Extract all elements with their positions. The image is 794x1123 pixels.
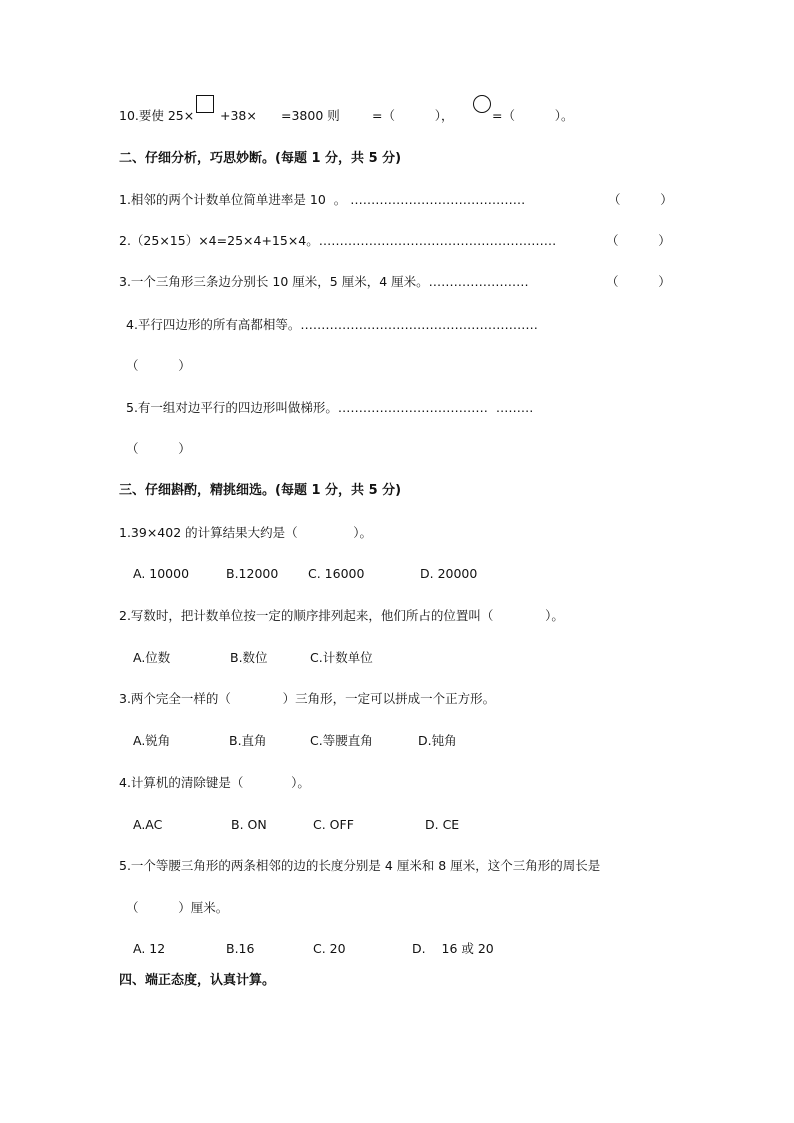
s3-q5-text: 5.一个等腰三角形的两条相邻的边的长度分别是 4 厘米和 8 厘米，这个三角形的周长是 <box>119 858 601 873</box>
s3-q5-option-c: C. 20 <box>313 941 346 956</box>
s3-q4-option-c: C. OFF <box>313 817 354 832</box>
q10-square-result: =（ ）， <box>372 108 454 123</box>
s3-q5-text2: （ ）厘米。 <box>126 900 229 915</box>
section4-title: 四、端正态度，认真计算。 <box>119 973 276 988</box>
s3-q5-option-d: D. 16 或 20 <box>412 941 494 956</box>
s3-q3-option-d: D.钝角 <box>418 733 457 748</box>
s3-q3-option-b: B.直角 <box>229 733 267 748</box>
q10-circle-result: =（ ）。 <box>492 108 574 123</box>
s3-q2-option-c: C.计数单位 <box>310 650 373 665</box>
s3-q2-text: 2.写数时，把计数单位按一定的顺序排列起来，他们所占的位置叫（ ）。 <box>119 608 564 623</box>
q10-prefix: 10.要使 25× <box>119 108 195 123</box>
q10-mid: +38× <box>220 108 257 123</box>
s2-item-5-text: 5.有一组对边平行的四边形叫做梯形。……………………………… ……… <box>126 400 534 415</box>
s3-q4-option-b: B. ON <box>231 817 267 832</box>
s3-q4-option-d: D. CE <box>425 817 460 832</box>
s2-item-4-blank: （ ） <box>126 358 191 373</box>
section2-title: 二、仔细分析，巧思妙断。(每题 1 分，共 5 分) <box>119 151 402 166</box>
s2-item-5-blank: （ ） <box>126 441 191 456</box>
s2-item-4-text: 4.平行四边形的所有高都相等。………………………………………………… <box>126 317 538 332</box>
q10-eq: =3800 则 <box>281 108 340 123</box>
s3-q3-option-c: C.等腰直角 <box>310 733 373 748</box>
s3-q1-option-d: D. 20000 <box>420 566 478 581</box>
s3-q1-text: 1.39×402 的计算结果大约是（ ）。 <box>119 525 373 540</box>
s2-item-1-text: 1.相邻的两个计数单位简单进率是 10 。 …………………………………… <box>119 192 526 207</box>
section3-title: 三、仔细斟酌，精挑细选。(每题 1 分，共 5 分) <box>119 483 402 498</box>
circle-icon <box>473 95 491 113</box>
s3-q5-option-b: B.16 <box>226 941 255 956</box>
s3-q2-option-a: A.位数 <box>133 650 171 665</box>
s3-q5-option-a: A. 12 <box>133 941 166 956</box>
s3-q3-option-a: A.锐角 <box>133 733 171 748</box>
s3-q2-option-b: B.数位 <box>230 650 268 665</box>
s3-q4-option-a: A.AC <box>133 817 163 832</box>
s2-item-1-blank: （ ） <box>608 192 673 207</box>
s3-q1-option-c: C. 16000 <box>308 566 365 581</box>
s3-q4-text: 4.计算机的清除键是（ ）。 <box>119 775 310 790</box>
s2-item-2-text: 2.（25×15）×4=25×4+15×4。………………………………………………… <box>119 233 557 248</box>
s3-q1-option-b: B.12000 <box>226 566 279 581</box>
s2-item-3-text: 3.一个三角形三条边分别长 10 厘米，5 厘米，4 厘米。…………………… <box>119 274 529 289</box>
s2-item-2-blank: （ ） <box>606 233 671 248</box>
s2-item-3-blank: （ ） <box>606 274 671 289</box>
square-icon <box>196 95 214 113</box>
s3-q3-text: 3.两个完全一样的（ ）三角形，一定可以拼成一个正方形。 <box>119 691 496 706</box>
s3-q1-option-a: A. 10000 <box>133 566 190 581</box>
